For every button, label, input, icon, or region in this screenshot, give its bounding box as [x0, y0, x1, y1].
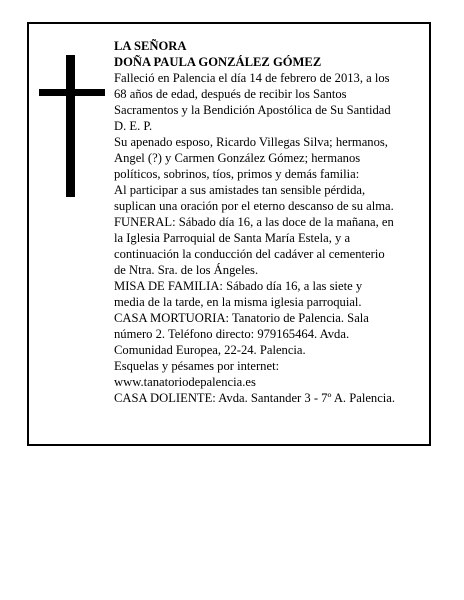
cross-horizontal-bar	[39, 89, 105, 96]
notice-line-age: 68 años de edad, después de recibir los Santos	[114, 87, 347, 101]
notice-line-funeral-4: de Ntra. Sra. de los Ángeles.	[114, 263, 259, 277]
notice-heading-name: DOÑA PAULA GONZÁLEZ GÓMEZ	[114, 55, 322, 69]
notice-line-family-2: Angel (?) y Carmen González Gómez; hermanos	[114, 151, 361, 165]
notice-line-mortuary-2: número 2. Teléfono directo: 979165464. Avda.	[114, 327, 350, 341]
cross-vertical-bar	[66, 55, 75, 197]
notice-line-request-1: Al participar a sus amistades tan sensible pérdida,	[114, 183, 366, 197]
notice-line-family-3: políticos, sobrinos, tíos, primos y demás familia:	[114, 167, 360, 181]
notice-line-dep: D. E. P.	[114, 119, 153, 133]
notice-line-funeral-2: la Iglesia Parroquial de Santa María Estela, y a	[114, 231, 351, 245]
obituary-notice	[27, 22, 431, 446]
notice-line-mortuary-1: CASA MORTUORIA: Tanatorio de Palencia. Sala	[114, 311, 369, 325]
notice-line-sacraments: Sacramentos y la Bendición Apostólica de Su Santidad	[114, 103, 391, 117]
notice-line-mass-1: MISA DE FAMILIA: Sábado día 16, a las siete y	[114, 279, 363, 293]
notice-line-mortuary-3: Comunidad Europea, 22-24. Palencia.	[114, 343, 306, 357]
notice-line-internet-1: Esquelas y pésames por internet:	[114, 359, 280, 373]
notice-line-funeral-3: continuación la conducción del cadáver al cementerio	[114, 247, 385, 261]
notice-line-mass-2: media de la tarde, en la misma iglesia parroquial.	[114, 295, 362, 309]
notice-text	[114, 38, 430, 406]
notice-line-request-2: suplican una oración por el eterno descanso de su alma.	[114, 199, 394, 213]
notice-line-home: CASA DOLIENTE: Avda. Santander 3 - 7º A. Palencia.	[114, 391, 396, 405]
notice-line-internet-url: www.tanatoriodepalencia.es	[114, 375, 256, 389]
latin-cross-icon	[39, 55, 105, 197]
notice-line-family-1: Su apenado esposo, Ricardo Villegas Silva; hermanos,	[114, 135, 388, 149]
notice-line-death: Falleció en Palencia el día 14 de febrero de 2013, a los	[114, 71, 390, 85]
notice-heading-title: LA SEÑORA	[114, 39, 187, 53]
notice-line-funeral-1: FUNERAL: Sábado día 16, a las doce de la mañana, en	[114, 215, 394, 229]
